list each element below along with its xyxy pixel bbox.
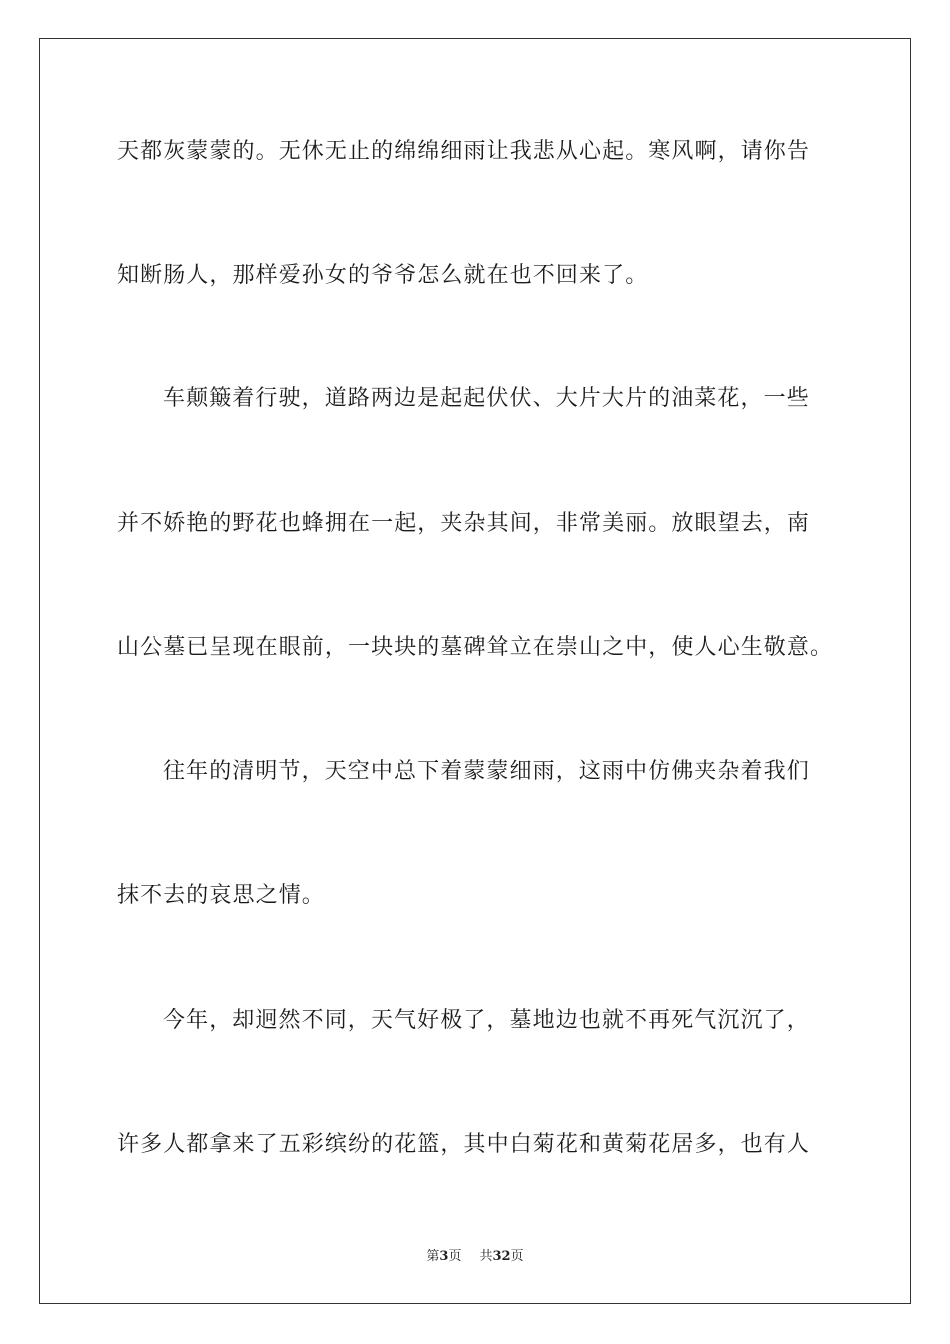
total-prefix: 共 [479,1249,493,1264]
page-suffix: 页 [448,1249,462,1264]
page-prefix: 第 [426,1249,440,1264]
total-pages: 32 [492,1249,511,1264]
text-line-3: 车颠簸着行驶，道路两边是起起伏伏、大片大片的油菜花，一些 [163,386,810,411]
text-line-2: 知断肠人，那样爱孙女的爷爷怎么就在也不回来了。 [117,263,649,288]
total-suffix: 页 [510,1249,524,1264]
text-line-9: 许多人都拿来了五彩缤纷的花篮，其中白菊花和黄菊花居多，也有人 [117,1132,811,1157]
page-border [39,38,911,1304]
text-line-5: 山公墓已呈现在眼前，一块块的墓碑耸立在崇山之中，使人心生敬意。 [117,635,834,660]
text-line-4: 并不娇艳的野花也蜂拥在一起，夹杂其间，非常美丽。放眼望去，南 [117,511,811,536]
page-footer [0,1248,950,1266]
text-line-7: 抹不去的哀思之情。 [117,883,325,908]
page-number: 3 [439,1249,449,1264]
text-line-8: 今年，却迥然不同，天气好极了，墓地边也就不再死气沉沉了， [163,1008,810,1033]
text-line-1: 天都灰蒙蒙的。无休无止的绵绵细雨让我悲从心起。寒风啊，请你告 [117,139,811,164]
text-line-6: 往年的清明节，天空中总下着蒙蒙细雨，这雨中仿佛夹杂着我们 [163,759,810,784]
